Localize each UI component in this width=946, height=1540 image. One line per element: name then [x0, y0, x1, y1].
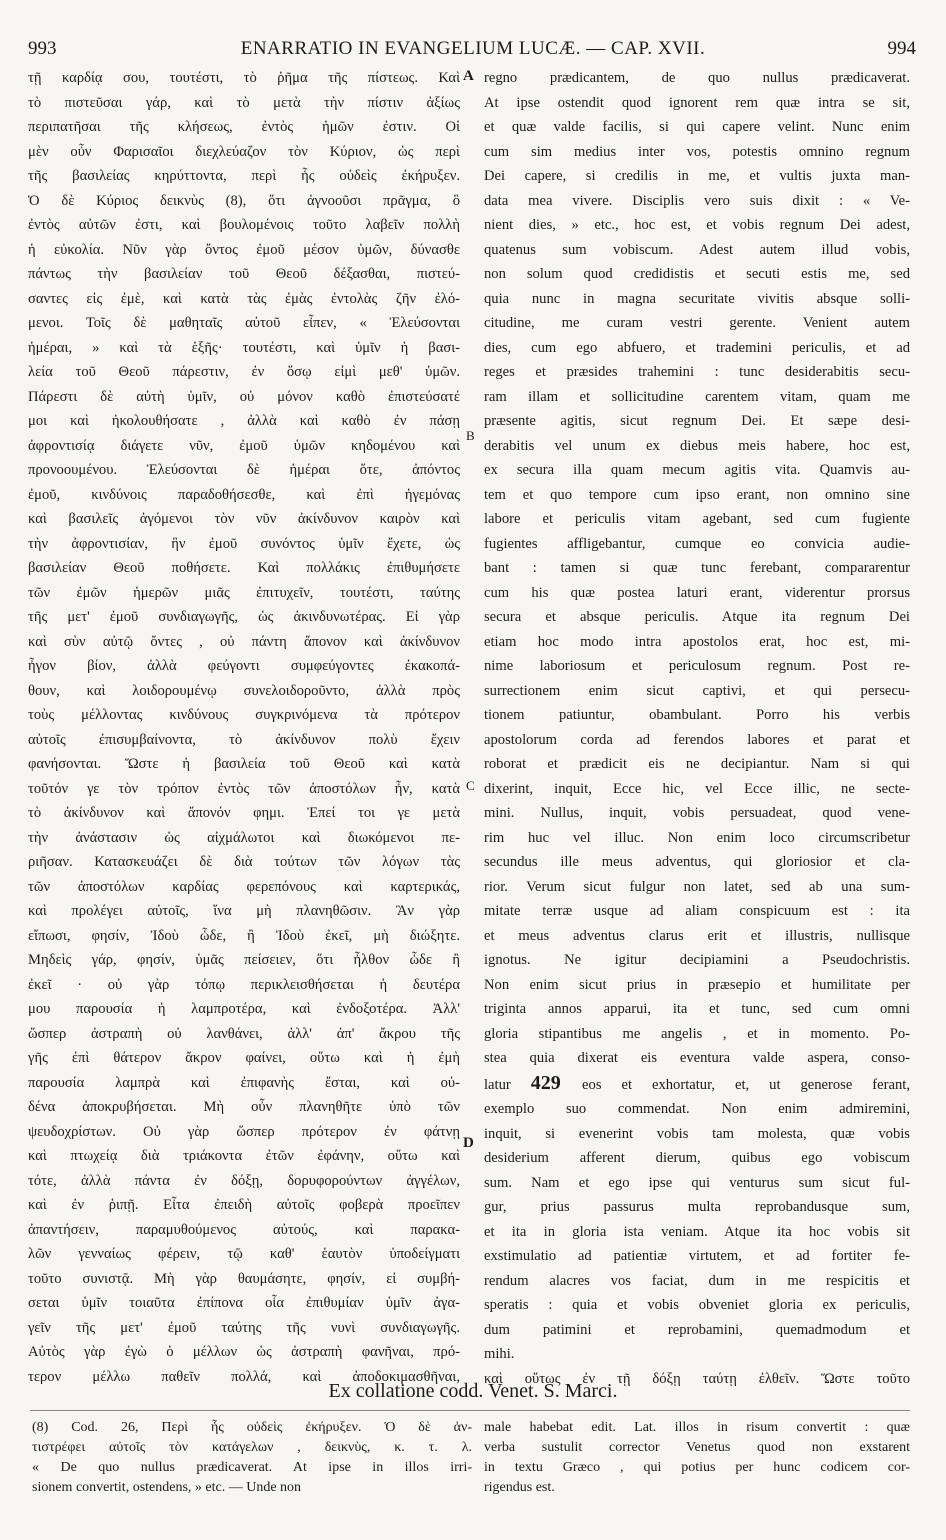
text-line: ψευδοχρίστων. Οὐ γὰρ ὥσπερ πρότερον ἐν φάτνῃ	[28, 1123, 460, 1140]
text-line: data mea vivere. Disciplis vero suis dixit : « Ve-	[484, 192, 910, 209]
text-line: nime laboriosum et periculosum regnum. Post re-	[484, 658, 910, 674]
text-line: θουν, καὶ λοιδορουμένῳ συνελοιδοροῦντο, ἀλλὰ πρὸς	[28, 682, 460, 699]
text-line: καὶ οὕτως ἐν τῇ δόξῃ ταύτῃ ἐλθεῖν. Ὥστε τοῦτο	[484, 1370, 910, 1387]
margin-marker-c: C	[466, 778, 475, 793]
text-line: dixerint, inquit, Ecce hic, vel Ecce illic, ne secte-	[484, 780, 910, 797]
footnote-line: verba sustulit corrector Venetus quod non exstarent	[484, 1440, 910, 1455]
text-line: τότε, ἀλλὰ πάντα ἐν δόξῃ, δορυφορούντων ἀγγέλων,	[28, 1172, 460, 1189]
text-line: λῶν γενναίως φέρειν, τῷ καθ' ἑαυτὸν ὑποδείγματι	[28, 1246, 460, 1262]
text-line: At ipse ostendit quod ignorent rem quæ intra se sit,	[484, 94, 910, 111]
text-line: tem et quo tempore cum ipso erant, non omnino sine	[484, 486, 910, 503]
footnote-rule	[30, 1410, 910, 1411]
text-line: apostolorum corda ad ferendos labores et parat et	[484, 731, 910, 748]
text-line: καὶ βασιλεῖς ἀγόμενοι τὸν νῦν ἀκίνδυνον καιρὸν καὶ	[28, 511, 460, 527]
text-line: τὴν ἀνάστασιν ὡς αἰχμάλωτοι καὶ διωκόμενοι πε-	[28, 829, 460, 846]
text-line: τὴν ἀφροντισίαν, ἣν ἐμοῦ συνόντος ὑμῖν ἔχετε, ὡς	[28, 535, 460, 552]
text-line: φανήσονται. Ὥστε ἡ βασιλεία τοῦ Θεοῦ καὶ κατὰ	[28, 756, 460, 772]
text-line: derabitis vel unum ex diebus meis habere, hoc est,	[484, 437, 910, 454]
text-line: ἡ εὐκολία. Νῦν γὰρ ὄντος ἐμοῦ μέσον ὑμῶν, δύνασθε	[28, 241, 460, 258]
text-line: quia nunc in magna securitate vivitis absque solli-	[484, 290, 910, 307]
text-line: Πάρεστι δὲ αὐτὴ ὑμῖν, οὐ μόνον καθὸ ἐπιστεύσατέ	[28, 388, 460, 405]
text-line: præsente agitis, sicut regnum Dei. Et sæpe desi-	[484, 413, 910, 429]
text-line: inquit, si evenerint vobis tam molesta, quæ vobis	[484, 1125, 910, 1142]
text-line: ἐμοῦ, κινδύνοις παραδοθήσεσθε, καὶ ἐπὶ ἡγεμόνας	[28, 486, 460, 503]
text-line: μου παρουσία ἡ λαμπροτέρα, καὶ ἐνδοξοτέρα. Ἀλλ'	[28, 1001, 460, 1017]
text-line: mihi.	[484, 1346, 515, 1362]
text-line: cum his quæ postea laturi erant, viderentur prorsus	[484, 584, 910, 601]
text-line: fugientes affligebantur, cumque eo convicia audie-	[484, 535, 910, 552]
text-line: mitate terræ usque ad aliam conspicuum est : ita	[484, 903, 910, 919]
text-line: bant : tamen si quæ tunc ferebant, compararentur	[484, 560, 910, 576]
footnote-line: rigendus est.	[484, 1480, 555, 1495]
text-line: exstimulatio ad patientiæ virtutem, et ad fortiter fe-	[484, 1248, 910, 1264]
text-line: σεται ὑμῖν τοιαῦτα ἐπίπονα οἷα ἐπιθυμίαν ὑμῖν ἀγα-	[28, 1295, 460, 1311]
text-line: τῶν ἐμῶν ἡμερῶν μιᾶς ἐπιτυχεῖν, τουτέστι, ταύτης	[28, 584, 460, 601]
latin-column	[484, 66, 910, 1391]
text-line: exemplo suo commendat. Non enim admiremini,	[484, 1101, 910, 1117]
text-line: περιπατῆσαι τῆς κλήσεως, ἐντὸς ἡμῶν ἐστιν. Οἱ	[28, 119, 460, 135]
footnote-line: in textu Græco , qui potius per hunc codicem cor-	[484, 1460, 910, 1475]
text-line: latur 429 eos et exhortatur, et, ut generose ferant,	[484, 1071, 910, 1094]
text-line: reges et præsides trahemini : tunc desiderabitis secu-	[484, 364, 910, 380]
footnote-line: τιστρέφει αὐτοῖς τὸν κατάγελων , δεικνὺς, κ. τ. λ.	[32, 1440, 472, 1455]
footnote-left	[32, 1418, 472, 1498]
text-line: ἀπαντήσειν, παραμυθούμενος αὐτούς, καὶ παρακα-	[28, 1221, 460, 1238]
text-line: ὥσπερ ἀστραπὴ οὐ λανθάνει, ἀλλ' ἀπ' ἄκρου τῆς	[28, 1025, 460, 1042]
text-line: παρουσία λαμπρὰ καὶ ἐπιφανὴς ἔσται, καὶ οὐ-	[28, 1074, 460, 1091]
text-line: τὸ ἀκίνδυνον καὶ ἄπονόν φημι. Ἐπεί τοι γε μετὰ	[28, 805, 460, 821]
footnote-line: (8) Cod. 26, Περὶ ἧς οὐδεὶς ἐκήρυξεν. Ὁ δὲ ἀν-	[32, 1420, 472, 1435]
text-line: Non enim sicut prius in præsepio et humilitate per	[484, 976, 910, 993]
text-line: speratis : quia et vobis obveniet gloria ex periculis,	[484, 1297, 910, 1313]
running-header	[18, 38, 928, 68]
text-line: μὲν οὖν Φαρισαῖοι διεχλεύαζον τὸν Κύριον, ὡς περὶ	[28, 143, 460, 160]
text-line: sum. Nam et ego ipse qui venturus sum sicut ful-	[484, 1174, 910, 1191]
text-line: ram illam et sollicitudine carentem vitam, quam me	[484, 388, 910, 405]
text-line: regno prædicantem, de quo nullus prædicaverat.	[484, 70, 910, 86]
text-line: ἡμέραι, » καὶ τὰ ἑξῆς· τουτέστι, καὶ ὑμῖν ἡ βασι-	[28, 339, 460, 356]
text-line: τοῦτο συνιστᾷ. Μὴ γὰρ θαυμάσητε, φησίν, εἰ συμβή-	[28, 1270, 460, 1287]
text-line: Μηδεὶς γάρ, φησίν, ὑμᾶς πείσειεν, ὅτι ἦλθον ὧδε ἢ	[28, 952, 460, 968]
footnote-line: sionem convertit, ostendens, » etc. — Unde non	[32, 1480, 302, 1495]
text-line: καὶ σὺν αὐτῷ ὄντες , οὐ πάντη ἄπονον καὶ ἀκίνδυνον	[28, 633, 460, 650]
collation-heading-text: Ex collatione codd. Venet. S. Marci.	[328, 1380, 618, 1402]
text-line: τῇ καρδίᾳ σου, τουτέστι, τὸ ῥῆμα τῆς πίστεως. Καὶ	[28, 70, 460, 86]
text-line: τερον μέλλω παθεῖν πολλά, καὶ ἀποδοκιμασθῆναι,	[28, 1368, 460, 1385]
text-line: καὶ προλέγει αὐτοῖς, ἵνα μὴ πλανηθῶσιν. Ἂν γὰρ	[28, 903, 460, 919]
text-line: Αὐτὸς γὰρ ἐγὼ ὁ μέλλων ὡς ἀστραπὴ φανῆναι, πρό-	[28, 1344, 460, 1360]
text-line: τῆς βασιλείας κηρύττοντα, περὶ ἧς οὐδεὶς ἐκήρυξεν.	[28, 168, 460, 184]
text-line: mini. Nullus, inquit, vobis persuadeat, quod vene-	[484, 805, 910, 821]
text-line: tionem patiuntur, obambulant. Porro his verbis	[484, 707, 910, 723]
text-line: gloria stipantibus me angelis , et in momento. Po-	[484, 1025, 910, 1042]
text-line: etiam hoc modo intra apostolos erat, hoc est, mi-	[484, 633, 910, 650]
text-line: secundus ille meus adventus, qui gloriosior et cla-	[484, 854, 910, 870]
text-line: αὐτοῖς ἐπισυμβαίνοντα, τὸ ἀκίνδυνον πολὺ ἔχειν	[28, 731, 460, 748]
text-line: quatenus sum vobiscum. Adest autem illud vobis,	[484, 241, 910, 258]
text-line: non solum quod credidistis et secuti estis me, sed	[484, 266, 910, 282]
text-line: εἴπωσι, φησίν, Ἰδοὺ ὧδε, ἢ Ἰδοὺ ἐκεῖ, μὴ διώξητε.	[28, 927, 460, 944]
margin-marker-a: A	[463, 68, 474, 84]
text-line: ἀφροντισίᾳ διάγετε νῦν, ἐμοῦ ὑμῶν κηδομένου καὶ	[28, 437, 460, 454]
text-line: surrectionem enim sicut captivi, et qui persecu-	[484, 682, 910, 699]
margin-marker-d: D	[463, 1135, 474, 1151]
page-number-right: 994	[887, 38, 916, 59]
text-line: labore et periculis vitam agebant, sed cum fugiente	[484, 511, 910, 527]
text-line: dies, cum ego abfuero, et trademini periculis, et ad	[484, 339, 910, 356]
text-line: τῆς μετ' ἐμοῦ συνδιαγωγῆς, ὡς ἀκινδυνωτέρας. Εἰ γὰρ	[28, 609, 460, 625]
text-line: δένα ἀποκρυβήσεται. Μὴ οὖν πλανηθῆτε ὑπὸ τῶν	[28, 1099, 460, 1115]
footnote-line: « De quo nullus prædicaverat. At ipse in illos irri-	[32, 1460, 472, 1475]
text-line: προνοουμένου. Ἐλεύσονται δὲ ἡμέραι ὅτε, ἀπόντος	[28, 462, 460, 478]
text-line: τῶν ἀποστόλων καρδίας φερεπόνους καὶ καρτερικάς,	[28, 878, 460, 895]
text-line: πάντως τὴν βασιλείαν τοῦ Θεοῦ δέξασθαι, πιστεύ-	[28, 266, 460, 282]
text-line: λεία τοῦ Θεοῦ πάρεστιν, ἐν ὅσῳ εἰμὶ μεθ' ὑμῶν.	[28, 364, 460, 380]
text-line: ἐντὸς αὐτῶν ἐστι, καὶ βουλομένοις τοῦτο λαβεῖν πολλὴ	[28, 217, 460, 233]
text-line: dum patimini et reprobamini, quemadmodum et	[484, 1321, 910, 1338]
text-line: καὶ ἐν ῥιπῇ. Εἶτα ἐπειδὴ αὐτοῖς φοβερὰ προεῖπεν	[28, 1197, 460, 1213]
margin-marker-b: B	[466, 428, 475, 443]
text-line: τοῦτόν γε τὸν τρόπον ἐντὸς τῶν ἀποστόλων ἦν, κατὰ	[28, 780, 460, 797]
text-line: ἐκεῖ · οὐ γὰρ τόπῳ περικλεισθήσεται ἡ δευτέρα	[28, 976, 460, 993]
text-line: γῆς ἐπὶ θάτερον ἄκρον φαίνει, οὕτω καὶ ἡ ἐμὴ	[28, 1050, 460, 1066]
text-line: τοὺς μέλλοντας κινδύνους συγκρινόμενα τὰ πρότερον	[28, 707, 460, 723]
running-title: ENARRATIO IN EVANGELIUM LUCÆ. — CAP. XVII.	[240, 38, 706, 59]
text-line: ignotus. Ne igitur decipiamini a Pseudochristis.	[484, 952, 910, 968]
text-line: stea quia dixerat eis eventura valde aspera, conso-	[484, 1050, 910, 1066]
collation-heading	[0, 1380, 946, 1403]
text-line: citudine, me curam vestri gerente. Venient autem	[484, 315, 910, 331]
text-line: et quæ valde facilis, si qui capere velint. Nunc enim	[484, 119, 910, 135]
text-line: triginta annos apparui, ita et tunc, sed cum omni	[484, 1001, 910, 1017]
footnote-line: male habebat edit. Lat. illos in risum convertit : quæ	[484, 1420, 910, 1435]
text-line: rior. Verum sicut fulgur non latet, sed ab una sum-	[484, 878, 910, 895]
text-line: ex secura illa quam mecum agitis vita. Quamvis au-	[484, 462, 910, 478]
text-line: σαντες εἰς ἐμὲ, καὶ κατὰ τὰς ἐμὰς ἐντολὰς ζῆν ἐλό-	[28, 290, 460, 307]
text-line: gur, prius passurus multa reprobandusque sum,	[484, 1199, 910, 1215]
text-line: Dei capere, si credilis in me, et vultis juxta man-	[484, 168, 910, 184]
page-number-left: 993	[28, 38, 57, 59]
text-line: βασιλείαν Θεοῦ ποθήσετε. Καὶ πολλάκις ἐπιθυμήσετε	[28, 560, 460, 576]
text-line: ἦγον βίον, ἀλλὰ φεύγοντι συμφεύγοντες ἐκακοπά-	[28, 658, 460, 674]
text-line: τὸ πιστεῦσαι γάρ, καὶ τὸ μετὰ τὴν πίστιν ἀξίως	[28, 94, 460, 111]
greek-column	[28, 66, 460, 1389]
text-line: ριῆσαν. Κατασκευάζει δὲ διὰ τούτων τῶν λόγων τὰς	[28, 854, 460, 870]
text-line: secura et absque periculis. Atque ita regnum Dei	[484, 609, 910, 625]
text-line: nient dies, » etc., hoc est, et vobis regnum Dei adest,	[484, 217, 910, 233]
text-line: rendum alacres vos faciat, dum in me respicitis et	[484, 1272, 910, 1289]
text-line: cum sim medius inter vos, potestis omnino regnum	[484, 143, 910, 160]
text-line: Ὁ δὲ Κύριος δεικνὺς (8), ὅτι ἀγνοοῦσι πρᾶγμα, ὃ	[28, 192, 460, 209]
text-line: μενοι. Τοῖς δὲ μαθηταῖς αὐτοῦ εἶπεν, « Ἐλεύσονται	[28, 315, 460, 331]
text-line: γεῖν τῆς μετ' ἐμοῦ ταύτης τῆς νυνὶ συνδιαγωγῆς.	[28, 1319, 460, 1336]
text-line: et meus adventus clarus erit et illustris, nullisque	[484, 927, 910, 944]
column-number-marker: 429	[530, 1071, 583, 1094]
text-line: et ita in gloria ista veniam. Atque ita hoc vobis sit	[484, 1223, 910, 1240]
text-line: μοι καὶ ἠκολουθήσατε , ἀλλὰ καὶ καθὸ ἐν πάσῃ	[28, 413, 460, 429]
footnote-right	[484, 1418, 910, 1498]
text-line: καὶ πτωχείᾳ διὰ τριάκοντα ἐτῶν ἐφάνην, οὕτω καὶ	[28, 1148, 460, 1164]
text-line: roborat et prædicit eis ne decipiantur. Nam si qui	[484, 756, 910, 772]
text-line: desiderium afferent dierum, quibus ego vobiscum	[484, 1150, 910, 1166]
text-line: rim huc vel illuc. Non enim loco circumscribetur	[484, 829, 910, 846]
